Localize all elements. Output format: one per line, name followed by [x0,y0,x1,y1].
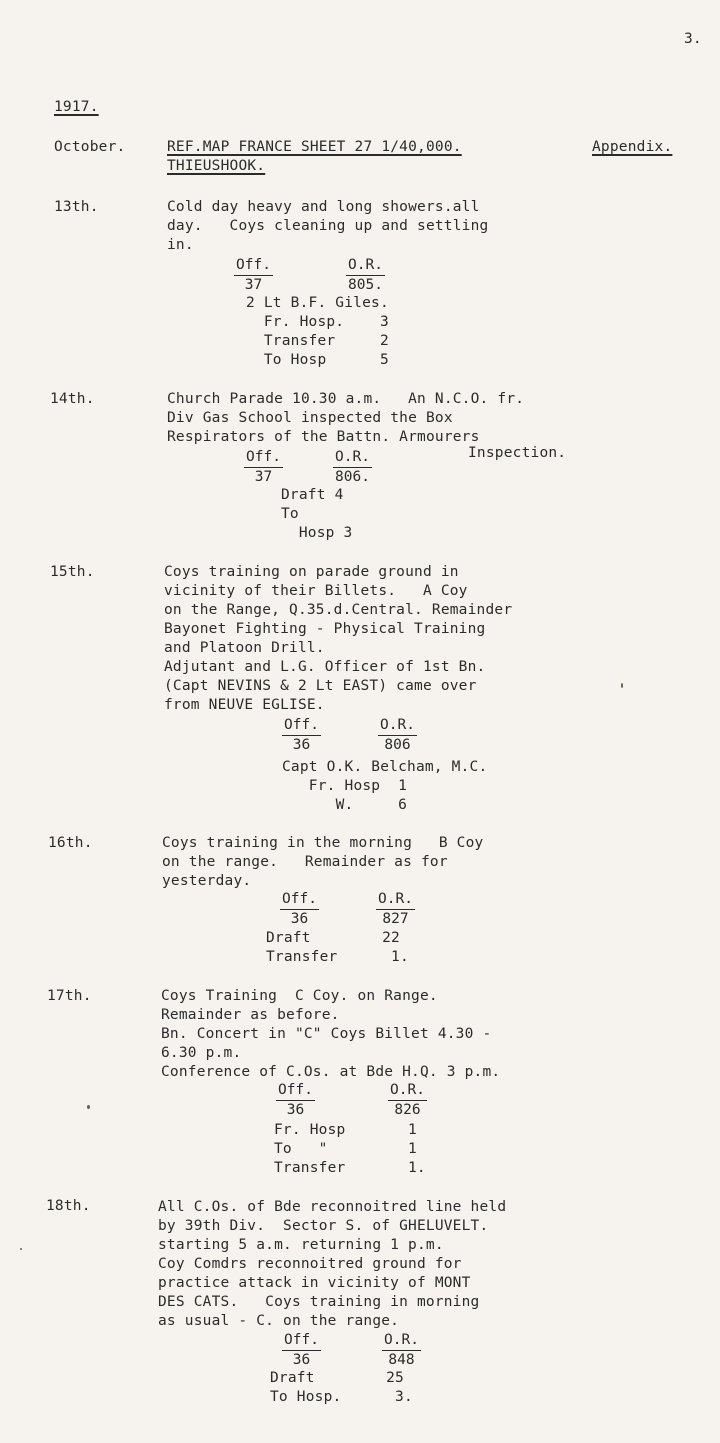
entry-text-line: vicinity of their Billets. A Coy [164,583,468,599]
entry-text-line: from NEUVE EGLISE. [164,697,325,713]
other-ranks-strength: $\frac{O.R.}{805.}$ [348,257,383,293]
map-reference: REF.MAP FRANCE SHEET 27 1/40,000. [167,139,462,155]
other-ranks-strength: $\frac{O.R.}{826}$ [390,1082,425,1118]
other-ranks-strength: $\frac{O.R.}{806.}$ [335,449,370,485]
year-heading: 1917. [54,99,99,115]
other-ranks-strength: $\frac{O.R.}{827}$ [378,891,413,927]
other-ranks-strength: $\frac{O.R.}{848}$ [384,1332,419,1368]
entry-text-line: Coys training on parade ground in [164,564,459,580]
appendix-heading: Appendix. [592,139,673,155]
entry-text-line: Remainder as before. [161,1007,340,1023]
entry-text-line: Adjutant and L.G. Officer of 1st Bn. [164,659,486,675]
entry-note: Draft 25 [270,1370,404,1386]
entry-note: Transfer 1. [266,949,409,965]
entry-text-line: Conference of C.Os. at Bde H.Q. 3 p.m. [161,1064,501,1080]
entry-text-line: DES CATS. Coys training in morning [158,1294,480,1310]
officers-strength: Off. 36 [284,717,319,753]
other-ranks-strength: $\frac{O.R.}{806}$ [380,717,415,753]
entry-note: Capt O.K. Belcham, M.C. [282,759,488,775]
entry-note: Draft 4 [281,487,344,503]
ink-spot [621,683,623,688]
entry-note: Fr. Hosp 1 [282,778,408,794]
entry-note: Fr. Hosp. 3 [246,314,389,330]
entry-text-line: Div Gas School inspected the Box [167,410,453,426]
entry-text-line: by 39th Div. Sector S. of GHELUVELT. [158,1218,489,1234]
ink-spot [87,1105,90,1109]
entry-date: 15th. [50,564,95,580]
entry-text-line: Church Parade 10.30 a.m. An N.C.O. fr. [167,391,525,407]
entry-text-line: as usual - C. on the range. [158,1313,400,1329]
entry-note: Draft 22 [266,930,400,946]
entry-text-line: day. Coys cleaning up and settling [167,218,489,234]
entry-note: To Hosp 5 [246,352,389,368]
entry-text-line: and Platoon Drill. [164,640,325,656]
month-label: October. [54,139,126,155]
ink-spot [20,1248,22,1250]
entry-note: Transfer 1. [274,1160,426,1176]
entry-note: 2 Lt B.F. Giles. [246,295,389,311]
entry-text-line: Coy Comdrs reconnoitred ground for [158,1256,462,1272]
entry-text-line: Coys training in the morning B Coy [162,835,484,851]
entry-text-line: Inspection. [468,445,567,461]
entry-text-line: Bn. Concert in "C" Coys Billet 4.30 - [161,1026,492,1042]
officers-strength: Off. 36 [284,1332,319,1368]
entry-text-line: on the Range, Q.35.d.Central. Remainder [164,602,513,618]
entry-note: Fr. Hosp 1 [274,1122,417,1138]
entry-date: 16th. [48,835,93,851]
entry-text-line: practice attack in vicinity of MONT [158,1275,471,1291]
entry-note: To [281,506,299,522]
entry-note: W. 6 [282,797,408,813]
entry-text-line: (Capt NEVINS & 2 Lt EAST) came over [164,678,477,694]
entry-text-line: Bayonet Fighting - Physical Training [164,621,486,637]
entry-text-line: All C.Os. of Bde reconnoitred line held [158,1199,507,1215]
officers-strength: Off. 36 [282,891,317,927]
entry-date: 18th. [46,1198,91,1214]
entry-text-line: Respirators of the Battn. Armourers [167,429,480,445]
officers-strength: Off. 37 [236,257,271,293]
entry-note: Hosp 3 [281,525,353,541]
entry-text-line: Cold day heavy and long showers.all [167,199,480,215]
entry-text-line: yesterday. [162,873,252,889]
entry-note: To Hosp. 3. [270,1389,413,1405]
page-number: 3. [684,31,702,47]
entry-text-line: 6.30 p.m. [161,1045,242,1061]
entry-date: 14th. [50,391,95,407]
entry-date: 13th. [54,199,99,215]
entry-text-line: Coys Training C Coy. on Range. [161,988,438,1004]
entry-text-line: in. [167,237,194,253]
entry-text-line: on the range. Remainder as for [162,854,448,870]
officers-strength: Off. 37 [246,449,281,485]
entry-date: 17th. [47,988,92,1004]
entry-text-line: starting 5 a.m. returning 1 p.m. [158,1237,444,1253]
entry-note: Transfer 2 [246,333,389,349]
officers-strength: Off. 36 [278,1082,313,1118]
entry-note: To " 1 [274,1141,417,1157]
location-name: THIEUSHOOK. [167,158,266,174]
